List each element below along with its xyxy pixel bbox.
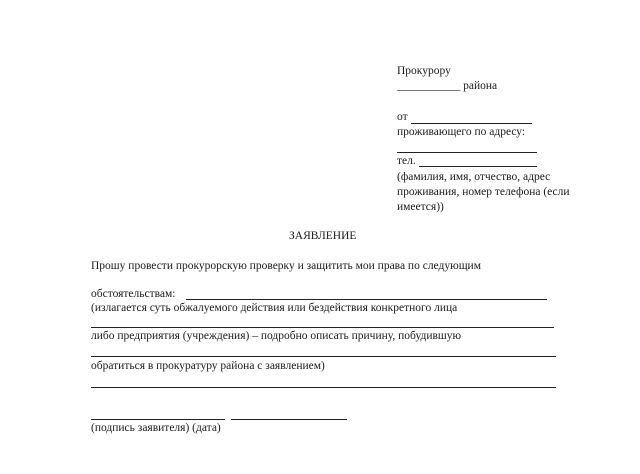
signature-caption: (подпись заявителя) (дата) — [91, 422, 221, 434]
addressee-title: Прокурору — [397, 65, 451, 77]
from-name-blank — [411, 123, 532, 124]
hint-line-3: обратиться в прокуратуру района с заявлением) — [91, 360, 325, 372]
request-line: Прошу провести прокурорскую проверку и защитить мои права по следующим — [91, 260, 481, 272]
signature-blank — [91, 419, 225, 420]
address-blank — [397, 152, 537, 153]
header-note-line-3: имеется)) — [397, 201, 444, 213]
header-note-line-1: (фамилия, имя, отчество, адрес — [397, 171, 551, 183]
district-line: ___________ района — [397, 80, 498, 92]
blank-line-2 — [91, 356, 556, 357]
phone-label: тел. — [397, 155, 416, 167]
header-note-line-2: проживания, номер телефона (если — [397, 186, 570, 198]
blank-line-3 — [91, 387, 556, 388]
circumstances-label: обстоятельствам: — [91, 288, 176, 300]
circumstances-blank — [186, 299, 547, 300]
hint-line-1: (излагается суть обжалуемого действия или бездействия конкретного лица — [91, 302, 458, 314]
from-label: от — [397, 111, 408, 123]
phone-blank — [419, 166, 537, 167]
blank-line-1 — [91, 327, 554, 328]
residing-label: проживающего по адресу: — [397, 126, 526, 138]
hint-line-2: либо предприятия (учреждения) – подробно описать причину, побудившую — [91, 330, 462, 342]
document-title: ЗАЯВЛЕНИЕ — [289, 230, 357, 242]
date-blank — [231, 419, 347, 420]
